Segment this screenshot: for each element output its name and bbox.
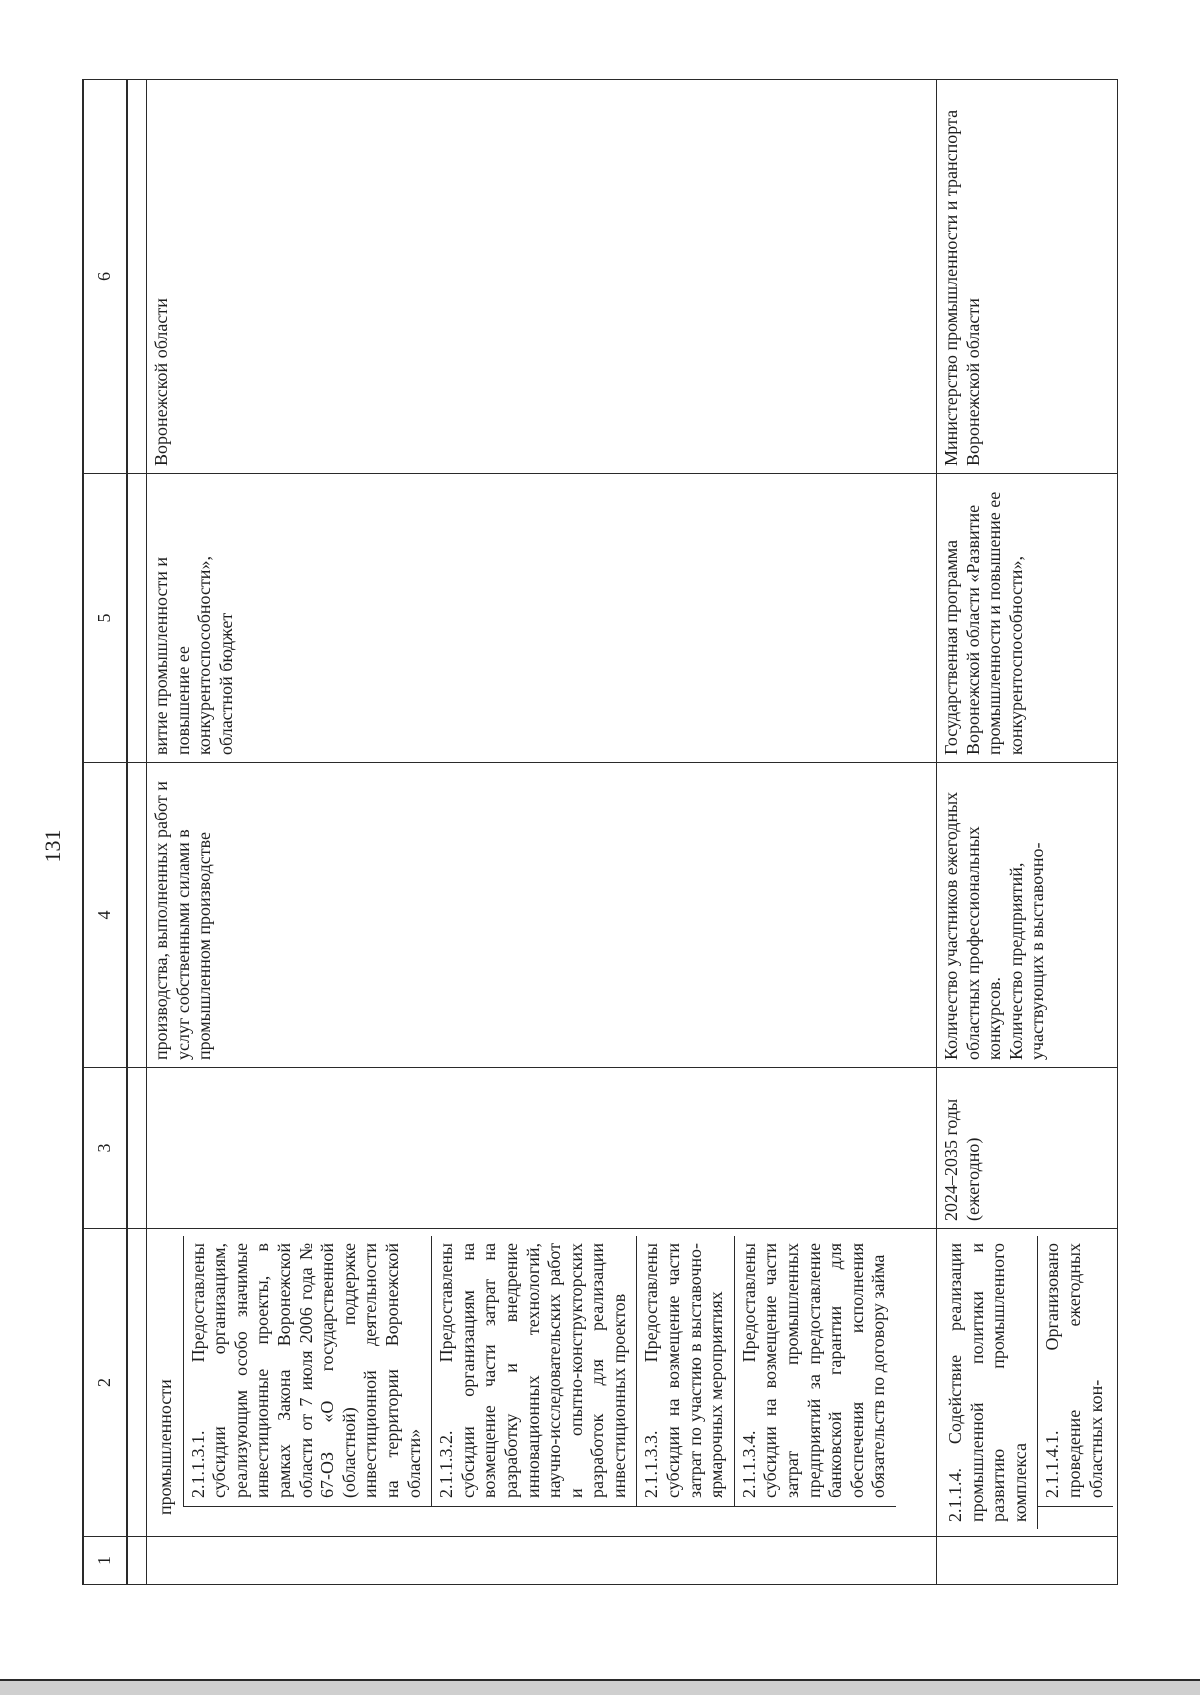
row-a-col2 bbox=[147, 1229, 937, 1537]
row-a-col5 bbox=[147, 474, 937, 763]
table-row bbox=[147, 80, 937, 1585]
row-b-col3: 2024–2035 годы (ежегодно) bbox=[937, 1068, 1118, 1229]
col-header-6: 6 bbox=[83, 80, 127, 474]
row-a-col4: производства, выполненных работ и услуг собственными силами в промышленном производстве bbox=[147, 763, 937, 1068]
col-header-3: 3 bbox=[83, 1068, 127, 1229]
item-2-1-1-4: 2.1.1.4. Содействие реализации промышленной политики и развитию промышленного комплекса bbox=[941, 1236, 1038, 1529]
header-row bbox=[83, 80, 127, 1585]
row-b-col5: Государственная программа Воронежской области «Развитие промышленности и повышение ее конкурентоспособности», bbox=[937, 474, 1118, 763]
row-b-col1 bbox=[937, 1537, 1118, 1585]
row-b-col6: Министерство промышленности и транспорта Воронежской области bbox=[937, 80, 1118, 474]
col-header-2: 2 bbox=[83, 1229, 127, 1537]
scan-bottom-line bbox=[0, 1679, 1200, 1681]
subitem-2-1-1-4-1: 2.1.1.4.1. Организовано проведение ежегодных областных кон- bbox=[1042, 1243, 1106, 1498]
row-b-col4-line2: Количество предприятий, участвующих в выставочно- bbox=[1005, 842, 1048, 1060]
page-number: 131 bbox=[40, 829, 65, 863]
scan-bottom-edge bbox=[0, 1680, 1200, 1695]
row-a-col1 bbox=[147, 1537, 937, 1585]
subitem-2-1-1-3-2: 2.1.1.3.2. Предоставлены субсидии организациям на возмещение части затрат на разработку и внедрение инновационных технологий, научно-исследовательских работ и опытно-конструкторских разработок для реализации инвестиционных проектов bbox=[432, 1236, 637, 1506]
col-header-1: 1 bbox=[83, 1537, 127, 1585]
subitem-2-1-1-3-1: 2.1.1.3.1. Предоставлены субсидии организациям, реализующим особо значимые инвестиционные проекты, в рамках Закона Воронежской области от 7 июля 2006 года № 67-ОЗ «О государственной (областной) поддержке инвестиционной деятельности на территории Воронежской области» bbox=[184, 1236, 433, 1506]
subitem-2-1-1-3-3: 2.1.1.3.3. Предоставлены субсидии на возмещение части затрат по участию в выставочно-ярмарочных мероприятиях bbox=[637, 1236, 734, 1506]
row-b-col2 bbox=[937, 1229, 1118, 1537]
row-a-col6: Воронежской области bbox=[147, 80, 937, 474]
row-b-col4 bbox=[937, 763, 1118, 1068]
gap-row bbox=[127, 80, 147, 1585]
row-b-col4-line1: Количество участников ежегодных областных профессиональных конкурсов. bbox=[941, 791, 1005, 1060]
subitem-2-1-1-3-4: 2.1.1.3.4. Предоставлены субсидии на возмещение части затрат промышленных предприятий за предоставление банковской гарантии для обеспечения исполнения обязательств по договору займа bbox=[738, 1243, 889, 1498]
row-a-col2-continuation: промышленности bbox=[155, 1379, 175, 1515]
col-header-4: 4 bbox=[83, 763, 127, 1068]
table-row bbox=[937, 80, 1118, 1585]
program-table bbox=[82, 79, 1118, 1585]
col-header-5: 5 bbox=[83, 474, 127, 763]
row-a-col3 bbox=[147, 1068, 937, 1229]
row-a-col5-line2: областной бюджет bbox=[215, 612, 236, 755]
row-a-col5-line1: витие промышленности и повышение ее конкурентоспособности», bbox=[151, 556, 215, 755]
